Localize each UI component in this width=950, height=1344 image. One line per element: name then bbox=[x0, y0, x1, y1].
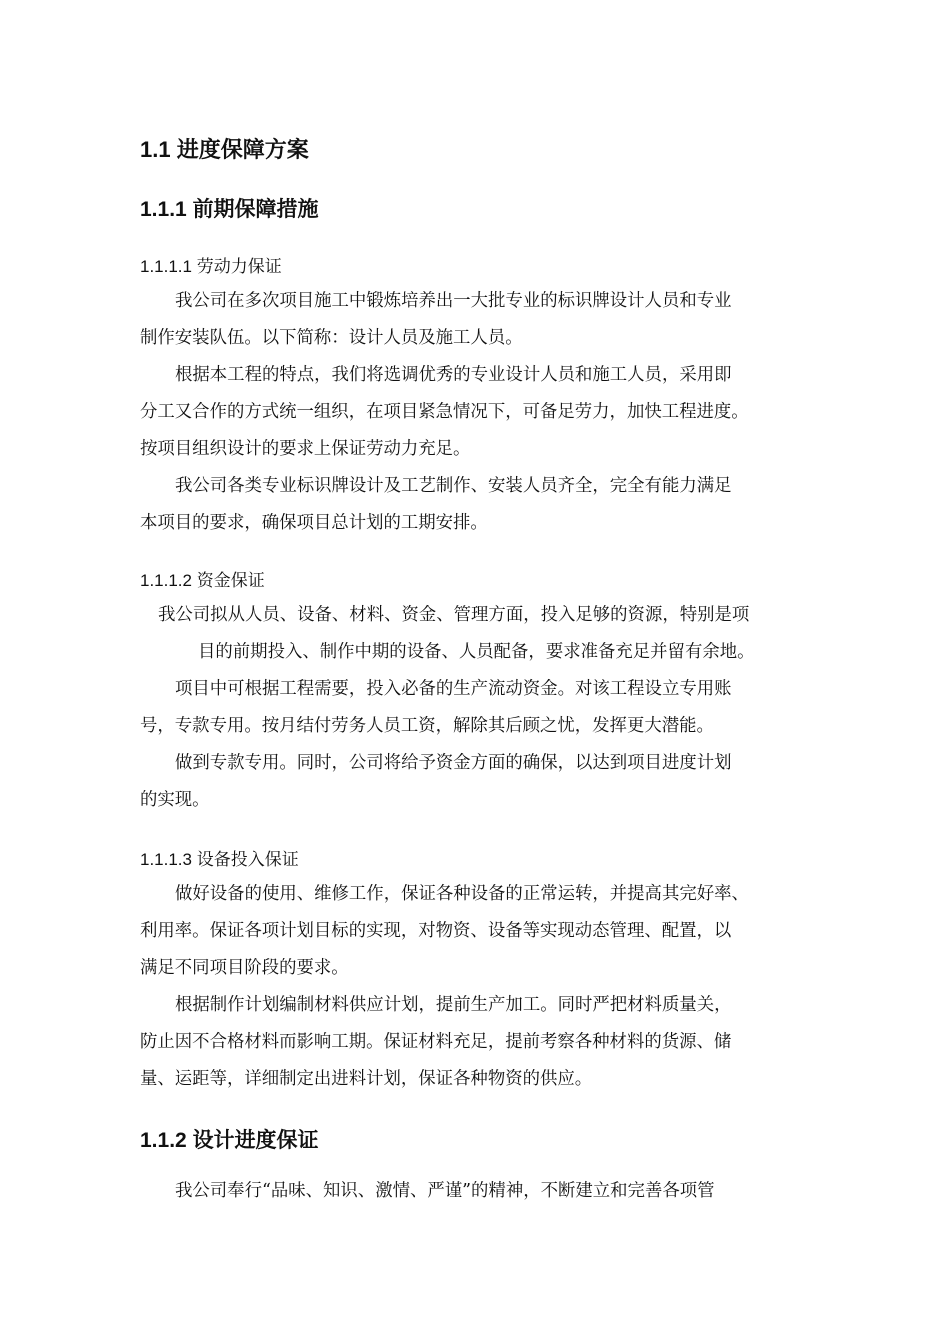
paragraph-line: 分工又合作的方式统一组织，在项目紧急情况下，可备足劳力，加快工程进度。 bbox=[140, 402, 749, 422]
heading-3-labor bbox=[140, 252, 282, 277]
heading-2-number: 1.1.1 bbox=[140, 198, 187, 221]
paragraph-design-1 bbox=[140, 1173, 715, 1210]
paragraph-line: 号，专款专用。按月结付劳务人员工资，解除其后顾之忧，发挥更大潜能。 bbox=[140, 716, 714, 736]
heading-2-title: 前期保障措施 bbox=[192, 198, 319, 221]
paragraph-line: 量、运距等，详细制定出进料计划，保证各种物资的供应。 bbox=[140, 1069, 593, 1089]
paragraph-funds-3 bbox=[140, 745, 732, 819]
heading-3-title: 资金保证 bbox=[196, 571, 265, 590]
paragraph-line: 本项目的要求，确保项目总计划的工期安排。 bbox=[140, 513, 488, 533]
paragraph-line: 我公司拟从人员、设备、材料、资金、管理方面，投入足够的资源，特别是项 bbox=[158, 605, 750, 625]
heading-3-equipment bbox=[140, 845, 299, 870]
heading-1 bbox=[140, 133, 309, 164]
heading-3-number: 1.1.1.3 bbox=[140, 850, 192, 869]
paragraph-line: 制作安装队伍。以下简称：设计人员及施工人员。 bbox=[140, 328, 523, 348]
paragraph-line: 根据制作计划编制材料供应计划，提前生产加工。同时严把材料质量关， bbox=[175, 995, 732, 1015]
paragraph-line: 做到专款专用。同时，公司将给予资金方面的确保，以达到项目进度计划 bbox=[175, 753, 732, 773]
paragraph-line: 我公司奉行“品味、知识、激情、严谨”的精神，不断建立和完善各项管 bbox=[175, 1181, 715, 1201]
paragraph-line: 我公司各类专业标识牌设计及工艺制作、安装人员齐全，完全有能力满足 bbox=[175, 476, 732, 496]
paragraph-line: 根据本工程的特点，我们将选调优秀的专业设计人员和施工人员，采用即 bbox=[175, 365, 732, 385]
heading-1-number: 1.1 bbox=[140, 137, 171, 162]
heading-2-early-measures bbox=[140, 193, 319, 223]
heading-3-title: 设备投入保证 bbox=[196, 850, 299, 869]
paragraph-line: 目的前期投入、制作中期的设备、人员配备，要求准备充足并留有余地。 bbox=[198, 642, 755, 662]
paragraph-line: 我公司在多次项目施工中锻炼培养出一大批专业的标识牌设计人员和专业 bbox=[175, 291, 732, 311]
paragraph-labor-1 bbox=[140, 283, 732, 357]
paragraph-equipment-2 bbox=[140, 987, 732, 1098]
paragraph-line: 项目中可根据工程需要，投入必备的生产流动资金。对该工程设立专用账 bbox=[175, 679, 732, 699]
paragraph-labor-3 bbox=[140, 468, 732, 542]
heading-2-number: 1.1.2 bbox=[140, 1129, 187, 1152]
paragraph-equipment-1 bbox=[140, 876, 749, 987]
paragraph-labor-2 bbox=[140, 357, 749, 468]
heading-3-title: 劳动力保证 bbox=[196, 257, 282, 276]
paragraph-line: 做好设备的使用、维修工作，保证各种设备的正常运转，并提高其完好率、 bbox=[175, 884, 749, 904]
heading-3-number: 1.1.1.1 bbox=[140, 257, 192, 276]
paragraph-line: 利用率。保证各项计划目标的实现，对物资、设备等实现动态管理、配置，以 bbox=[140, 921, 732, 941]
heading-2-title: 设计进度保证 bbox=[192, 1129, 319, 1152]
paragraph-line: 的实现。 bbox=[140, 790, 210, 810]
paragraph-funds-1 bbox=[158, 597, 755, 671]
heading-1-title: 进度保障方案 bbox=[176, 137, 309, 162]
paragraph-line: 防止因不合格材料而影响工期。保证材料充足，提前考察各种材料的货源、储 bbox=[140, 1032, 732, 1052]
heading-3-funds bbox=[140, 566, 265, 591]
paragraph-line: 满足不同项目阶段的要求。 bbox=[140, 958, 349, 978]
heading-2-design-progress bbox=[140, 1124, 319, 1154]
heading-3-number: 1.1.1.2 bbox=[140, 571, 192, 590]
paragraph-line: 按项目组织设计的要求上保证劳动力充足。 bbox=[140, 439, 471, 459]
paragraph-funds-2 bbox=[140, 671, 732, 745]
